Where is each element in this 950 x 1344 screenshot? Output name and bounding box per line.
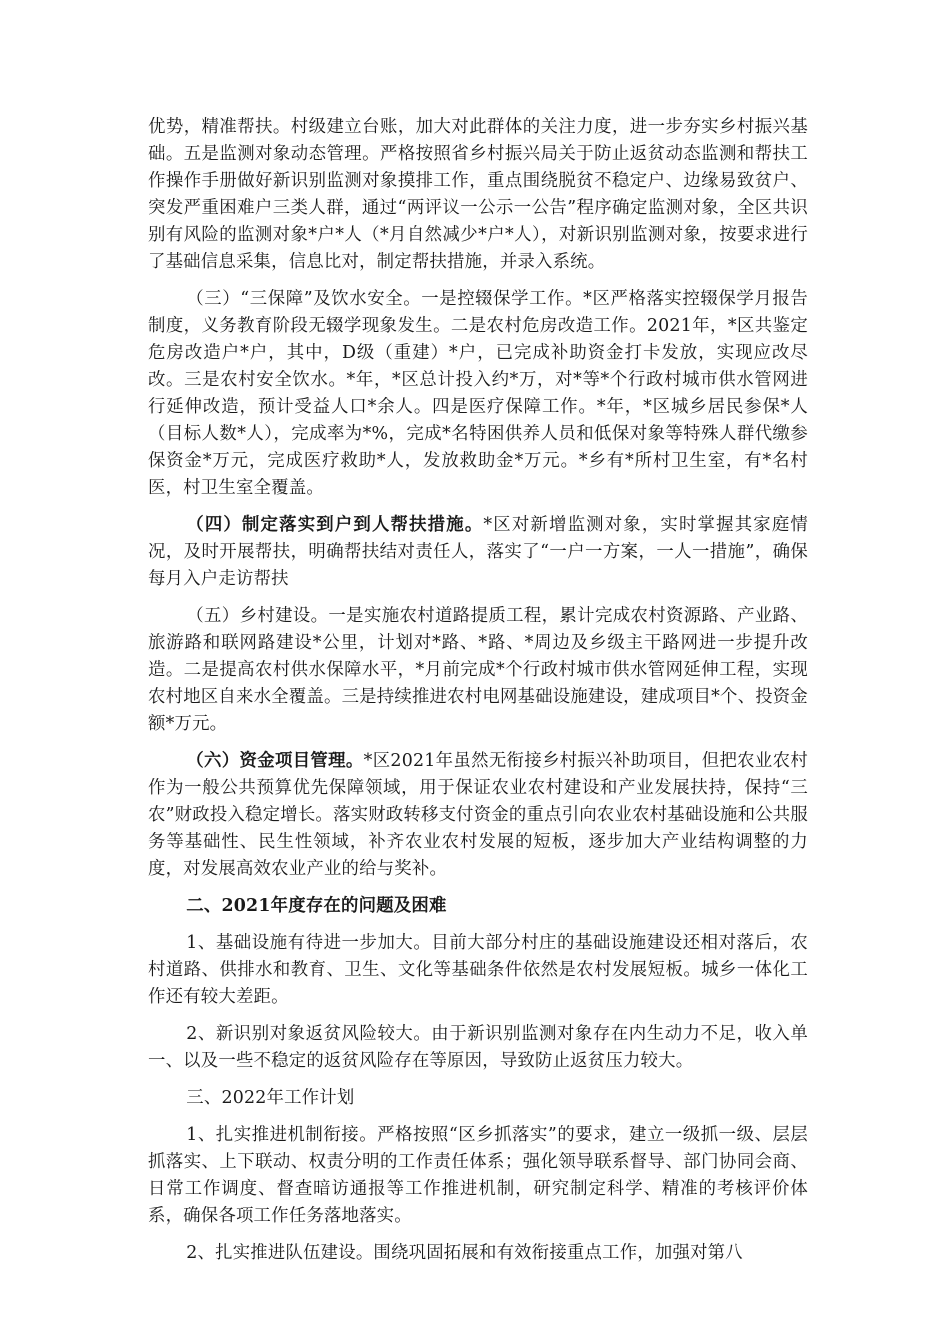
section-heading-plan: 三、2022年工作计划 bbox=[186, 1088, 355, 1108]
section-heading-problems: 二、2021年度存在的问题及困难 bbox=[186, 896, 447, 916]
paragraph-assistance-measures bbox=[148, 512, 808, 593]
paragraph-problem-2: 2、新识别对象返贫风险较大。由于新识别监测对象存在内生动力不足，收入单一、以及一些不稳定的返贫风险存在等原因，导致防止返贫压力较大。 bbox=[148, 1024, 808, 1071]
paragraph-funding bbox=[148, 748, 808, 883]
paragraph-monitoring: 优势，精准帮扶。村级建立台账，加大对此群体的关注力度，进一步夯实乡村振兴基础。五是监测对象动态管理。严格按照省乡村振兴局关于防止返贫动态监测和帮扶工作操作手册做好新识别监测对象摸排工作，重点围绕脱贫不稳定户、边缘易致贫户、突发严重困难户三类人群，通过“两评议一公示一公告”程序确定监测对象，全区共识别有风险的监测对象*户*人（*月自然减少*户*人），对新识别监测对象，按要求进行了基础信息采集，信息比对，制定帮扶措施，并录入系统。 bbox=[148, 117, 808, 272]
document-body bbox=[148, 114, 808, 1267]
paragraph-assistance-text: *区对新增监测对象，实时掌握其家庭情况，及时开展帮扶，明确帮扶结对责任人，落实了“一户一方案，一人一措施”，确保每月入户走访帮扶 bbox=[148, 515, 808, 589]
paragraph-rural-construction: （五）乡村建设。一是实施农村道路提质工程，累计完成农村资源路、产业路、旅游路和联网路建设*公里，计划对*路、*路、*周边及乡级主干路网进一步提升改造。二是提高农村供水保障水平，*月前完成*个行政村城市供水管网延伸工程，实现农村地区自来水全覆盖。三是持续推进农村电网基础设施建设，建成项目*个、投资金额*万元。 bbox=[148, 606, 808, 734]
paragraph-problem-1: 1、基础设施有待进一步加大。目前大部分村庄的基础设施建设还相对落后，农村道路、供排水和教育、卫生、文化等基础条件依然是农村发展短板。城乡一体化工作还有较大差距。 bbox=[148, 933, 808, 1007]
paragraph-plan-1: 1、扎实推进机制衔接。严格按照“区乡抓落实”的要求，建立一级抓一级、层层抓落实、上下联动、权责分明的工作责任体系；强化领导联系督导、部门协同会商、日常工作调度、督查暗访通报等工作推进机制，研究制定科学、精准的考核评价体系，确保各项工作任务落地落实。 bbox=[148, 1125, 808, 1226]
paragraph-funding-text: *区2021年虽然无衔接乡村振兴补助项目，但把农业农村作为一般公共预算优先保障领域，用于保证农业农村建设和产业发展扶持，保持“三农”财政投入稳定增长。落实财政转移支付资金的重点引向农业农村基础设施和公共服务等基础性、民生性领域，补齐农业农村发展的短板，逐步加大产业结构调整的力度，对发展高效农业产业的给与奖补。 bbox=[148, 751, 808, 879]
paragraph-three-guarantees: （三）“三保障”及饮水安全。一是控辍保学工作。*区严格落实控辍保学月报告制度，义务教育阶段无辍学现象发生。二是农村危房改造工作。2021年，*区共鉴定危房改造户*户，其中，D级（重建）*户，已完成补助资金打卡发放，实现应改尽改。三是农村安全饮水。*年，*区总计投入约*万，对*等*个行政村城市供水管网进行延伸改造，预计受益人口*余人。四是医疗保障工作。*年，*区城乡居民参保*人（目标人数*人），完成率为*%，完成*名特困供养人员和低保对象等特殊人群代缴参保资金*万元，完成医疗救助*人，发放救助金*万元。*乡有*所村卫生室，有*名村医，村卫生室全覆盖。 bbox=[148, 289, 808, 498]
paragraph-plan-2: 2、扎实推进队伍建设。围绕巩固拓展和有效衔接重点工作，加强对第八 bbox=[186, 1243, 743, 1263]
section-heading-four: （四）制定落实到户到人帮扶措施。 bbox=[186, 515, 484, 535]
section-heading-six: （六）资金项目管理。 bbox=[186, 751, 364, 771]
